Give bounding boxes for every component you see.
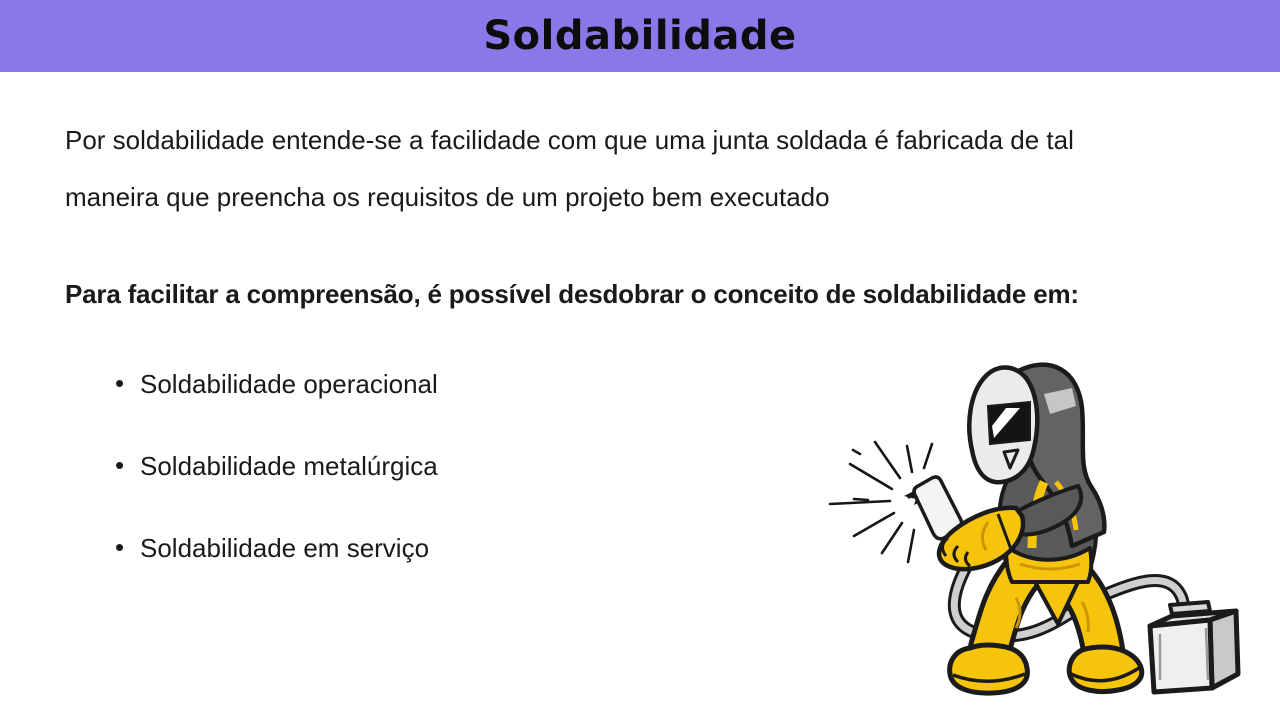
slide-header — [0, 0, 1280, 72]
paragraph-line: Por soldabilidade entende-se a facilidade com que uma junta soldada é fabricada de tal — [65, 125, 1074, 155]
welding-helmet — [969, 368, 1037, 483]
welder-illustration — [820, 350, 1280, 720]
bullet-item: • Soldabilidade metalúrgica — [65, 448, 438, 484]
intro-paragraph — [65, 112, 1074, 226]
slide-title: Soldabilidade — [483, 13, 797, 59]
paragraph-line: maneira que preencha os requisitos de um projeto bem executado — [65, 182, 830, 212]
bullet-item: • Soldabilidade operacional — [65, 366, 438, 402]
lead-in-text: Para facilitar a compreensão, é possível desdobrar o conceito de soldabilidade em: — [65, 279, 1079, 309]
bullet-list — [65, 366, 438, 612]
welding-machine — [1150, 602, 1238, 692]
bullet-item: • Soldabilidade em serviço — [65, 530, 438, 566]
